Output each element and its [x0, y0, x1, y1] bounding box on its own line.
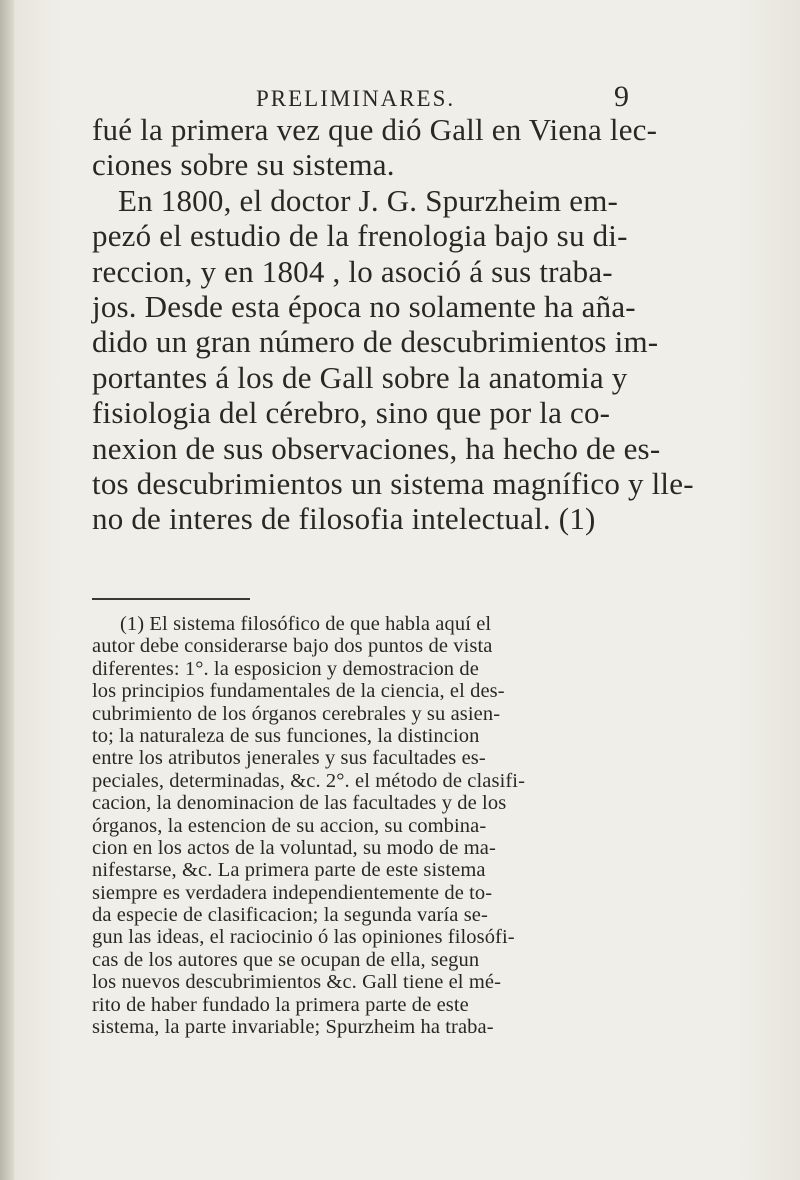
footnote-line: sistema, la parte invariable; Spurzheim ha traba- — [92, 1016, 494, 1039]
main-text-line: no de interes de filosofia intelectual. (1) — [92, 501, 596, 537]
main-text-line: ciones sobre su sistema. — [92, 147, 395, 183]
footnote-line: to; la naturaleza de sus funciones, la distincion — [92, 724, 480, 747]
footnote-line: (1) El sistema filosófico de que habla aquí el — [120, 613, 492, 635]
footnote-line: cubrimiento de los órganos cerebrales y su asien- — [92, 702, 501, 725]
footnote-line: cas de los autores que se ocupan de ella, segun — [92, 948, 480, 971]
footnote-line: siempre es verdadera independientemente de to- — [92, 881, 493, 904]
footnote-line: órganos, la estencion de su accion, su combina- — [92, 814, 487, 837]
main-text-line: fisiologia del cérebro, sino que por la co- — [92, 395, 611, 431]
main-text-line: reccion, y en 1804 , lo asoció á sus traba- — [92, 253, 613, 289]
main-text-line: fué la primera vez que dió Gall en Viena lec- — [92, 112, 658, 147]
main-text-block — [92, 112, 732, 537]
footnote-line: cacion, la denominacion de las facultades y de los — [92, 792, 507, 815]
main-text-line: pezó el estudio de la frenologia bajo su di- — [92, 218, 628, 254]
main-text-line: En 1800, el doctor J. G. Spurzheim em- — [118, 182, 619, 218]
running-head-title: PRELIMINARES. — [256, 86, 456, 111]
footnote-line: nifestarse, &c. La primera parte de este sistema — [92, 859, 486, 882]
main-text-line: tos descubrimientos un sistema magnífico y lle- — [92, 465, 694, 501]
footnote-line: gun las ideas, el raciocinio ó las opiniones filosófi- — [92, 926, 515, 949]
footnote-line: da especie de clasificacion; la segunda varía se- — [92, 904, 488, 927]
footnote-line: cion en los actos de la voluntad, su modo de ma- — [92, 836, 496, 859]
page-number: 9 — [614, 80, 629, 113]
footnote-line: los nuevos descubrimientos &c. Gall tiene el mé- — [92, 971, 502, 994]
main-text-line: portantes á los de Gall sobre la anatomia y — [92, 359, 628, 395]
footnote-line: rito de haber fundado la primera parte de este — [92, 993, 469, 1016]
footnote-block — [92, 613, 732, 1038]
page-gutter — [0, 0, 14, 1180]
footnote-line: peciales, determinadas, &c. 2°. el método de clasifi- — [92, 769, 526, 792]
main-text-line: nexion de sus observaciones, ha hecho de es- — [92, 430, 661, 466]
footnote-line: entre los atributos jenerales y sus facultades es- — [92, 747, 486, 770]
main-text-line: dido un gran número de descubrimientos im- — [92, 324, 659, 360]
footnote-line: autor debe considerarse bajo dos puntos de vista — [92, 635, 493, 658]
footnote-line: diferentes: 1°. la esposicion y demostracion de — [92, 657, 479, 680]
footnote-rule — [92, 598, 250, 600]
footnote-line: los principios fundamentales de la ciencia, el des- — [92, 680, 505, 703]
main-text-line: jos. Desde esta época no solamente ha aña- — [92, 288, 636, 324]
